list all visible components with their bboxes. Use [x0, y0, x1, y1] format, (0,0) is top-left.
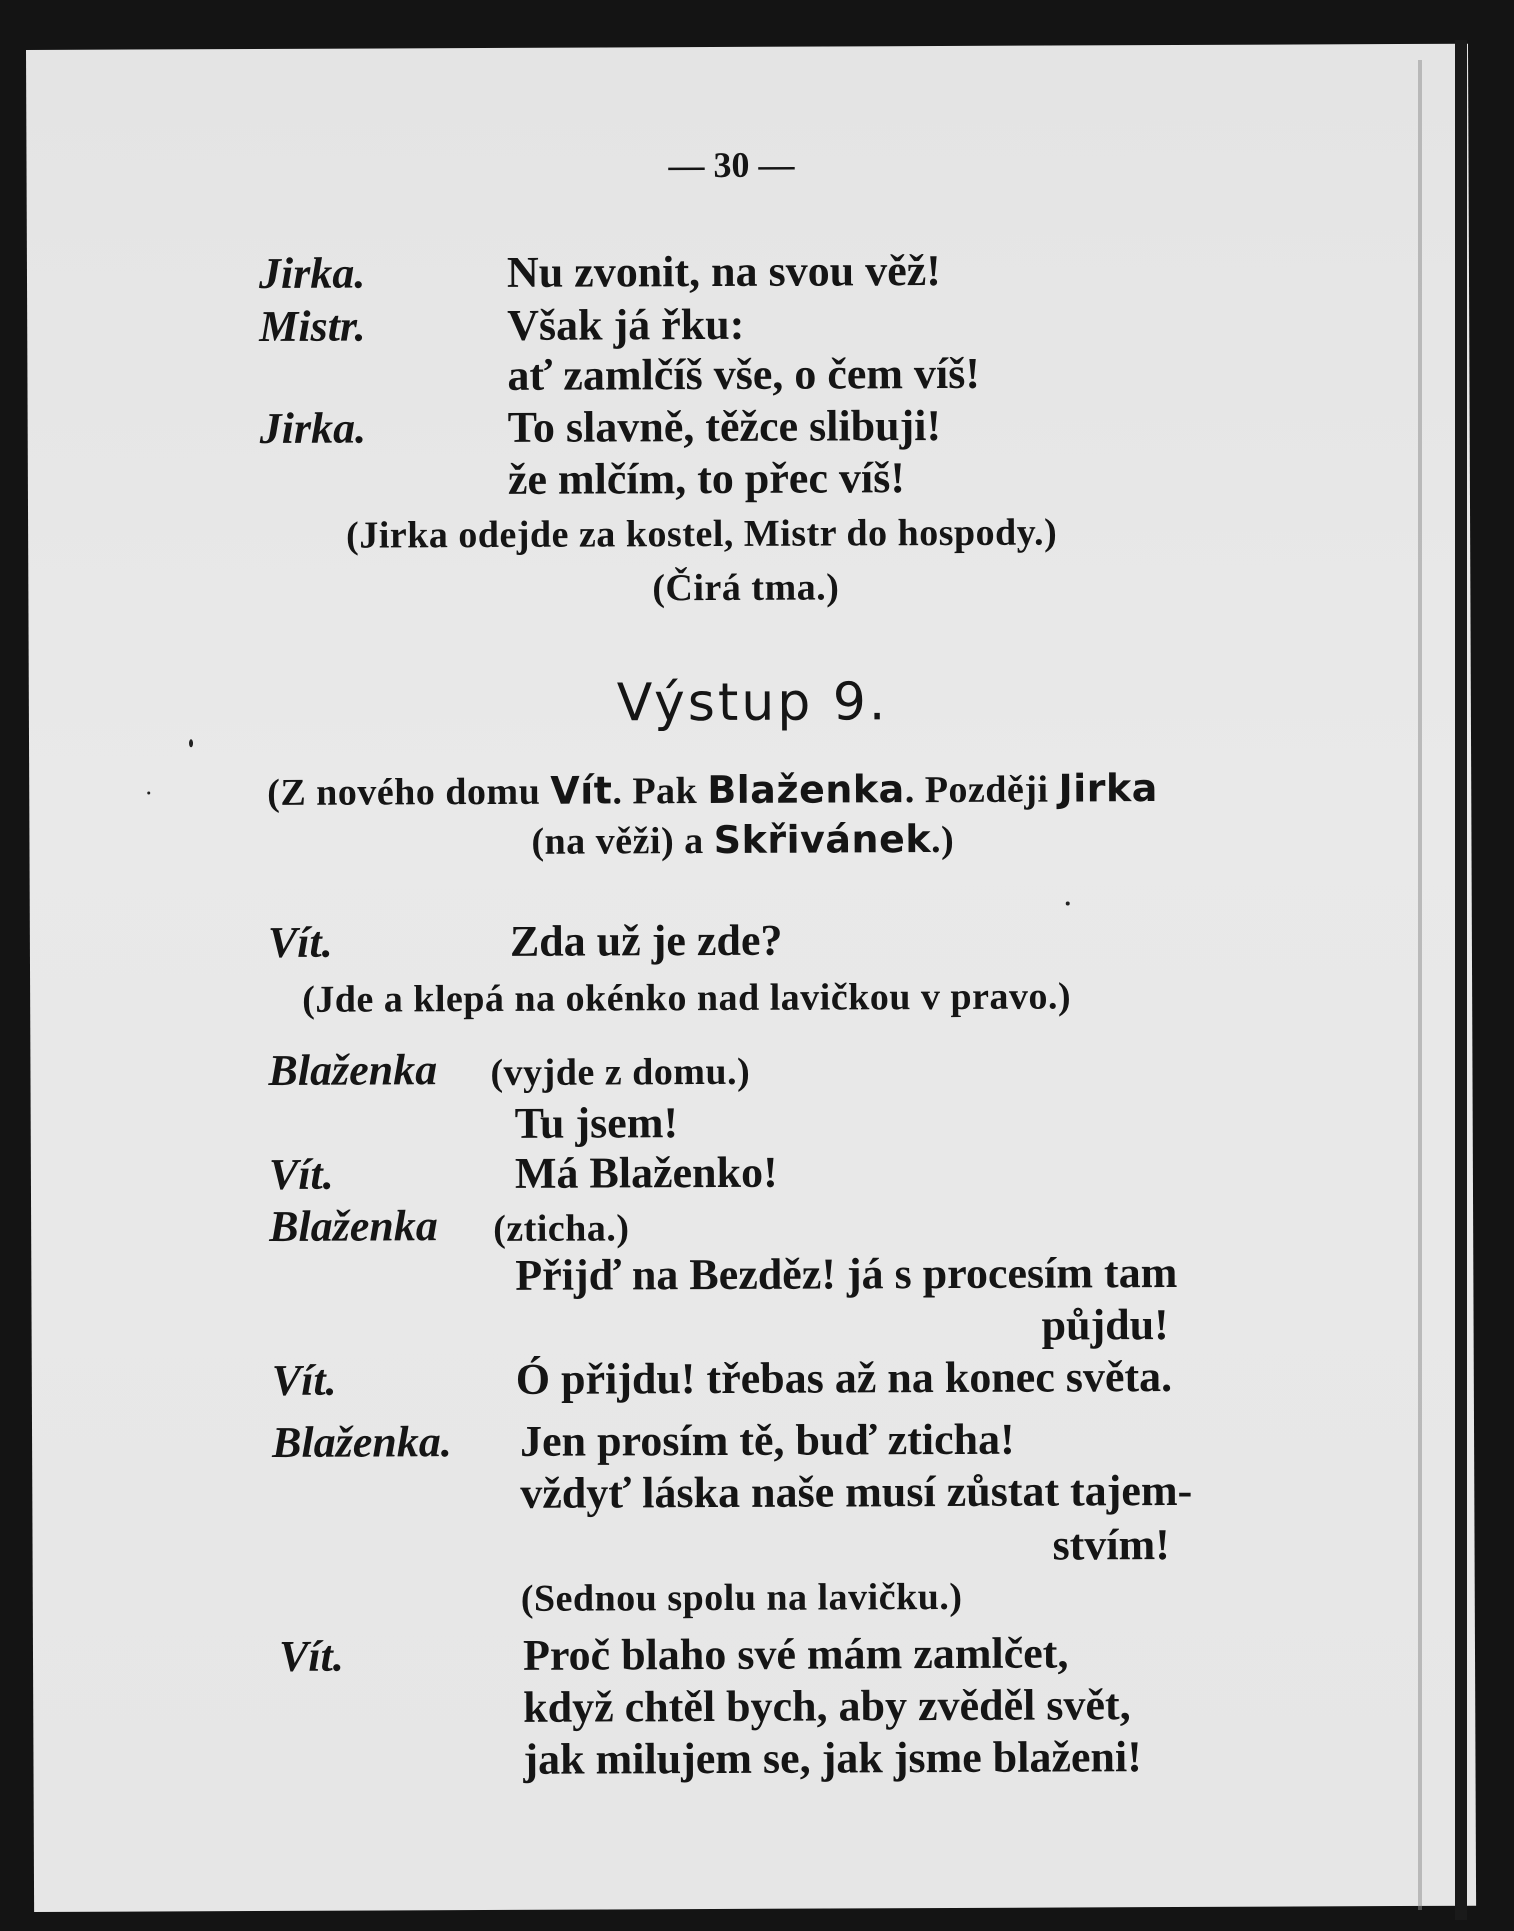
speaker-mistr: Mistr.: [259, 301, 366, 351]
speaker-blazenka: Blaženka.: [271, 1417, 452, 1467]
intro-text: .): [931, 818, 955, 862]
book-page: [26, 44, 1476, 1912]
dialogue-line: Ó přijdu! třebas až na konec světa.: [515, 1352, 1173, 1404]
intro-character-skrivanek: Skřivánek: [713, 817, 932, 863]
dialogue-line: stvím!: [1052, 1520, 1170, 1570]
scene-intro-line-1: [267, 766, 1158, 814]
ink-speck: [1066, 901, 1070, 905]
ink-speck: [147, 791, 150, 794]
intro-character-vit: Vít: [550, 768, 613, 813]
speaker-jirka: Jirka.: [258, 248, 366, 298]
stage-direction: (Čirá tma.): [652, 566, 840, 610]
dialogue-line: Zda už je zde?: [509, 915, 783, 966]
intro-text: . Pak: [612, 770, 698, 813]
dialogue-line: Má Blaženko!: [514, 1147, 778, 1198]
dialogue-line: ať zamlčíš vše, o čem víš!: [507, 348, 981, 400]
intro-text: (Z nového domu: [267, 770, 541, 814]
stage-direction: (vyjde z domu.): [490, 1050, 751, 1094]
stage-direction: (Jirka odejde za kostel, Mistr do hospody.): [346, 511, 1058, 557]
dialogue-line: že mlčím, to přec víš!: [507, 453, 906, 504]
ink-speck: [189, 739, 193, 747]
dialogue-line: To slavně, těžce slibuji!: [507, 401, 942, 452]
intro-text: . Později: [904, 768, 1049, 812]
speaker-vit: Vít.: [268, 1149, 334, 1199]
stage-direction: (zticha.): [493, 1207, 630, 1250]
dialogue-line: půjdu!: [1041, 1300, 1169, 1350]
intro-character-jirka: Jirka: [1058, 766, 1158, 811]
intro-text: (na věži) a: [531, 820, 704, 863]
dialogue-line: Nu zvonit, na svou věž!: [506, 246, 941, 297]
speaker-blazenka: Blaženka: [268, 1045, 438, 1095]
intro-character-blazenka: Blaženka: [707, 767, 905, 813]
book-spine-edge: [1455, 40, 1467, 1920]
stage-direction: (Sednou spolu na lavičku.): [520, 1575, 963, 1620]
dialogue-line: když chtěl bych, aby zvěděl svět,: [523, 1680, 1131, 1732]
speaker-vit: Vít.: [267, 917, 333, 967]
speaker-blazenka: Blaženka: [269, 1201, 438, 1251]
dialogue-line: vždyť láska naše musí zůstat tajem-: [520, 1465, 1193, 1518]
dialogue-line: Však já řku:: [507, 299, 745, 350]
dialogue-line: Proč blaho své mám zamlčet,: [522, 1628, 1069, 1680]
stage-direction: (Jde a klepá na okénko nad lavičkou v pravo.): [302, 975, 1072, 1021]
scene-intro-line-2: [531, 817, 955, 863]
speaker-vit: Vít.: [278, 1631, 344, 1681]
dialogue-line: Jen prosím tě, buď zticha!: [519, 1414, 1015, 1466]
dialogue-line: Tu jsem!: [514, 1098, 679, 1148]
speaker-jirka: Jirka.: [259, 403, 367, 453]
dialogue-line: jak milujem se, jak jsme blaženi!: [523, 1732, 1142, 1784]
scene-heading: Výstup 9.: [616, 672, 889, 734]
page-number: — 30 —: [668, 144, 795, 186]
page-shadow-edge: [1418, 60, 1422, 1910]
speaker-vit: Vít.: [271, 1355, 337, 1405]
dialogue-line: Přijď na Bezděz! já s procesím tam: [515, 1247, 1178, 1300]
